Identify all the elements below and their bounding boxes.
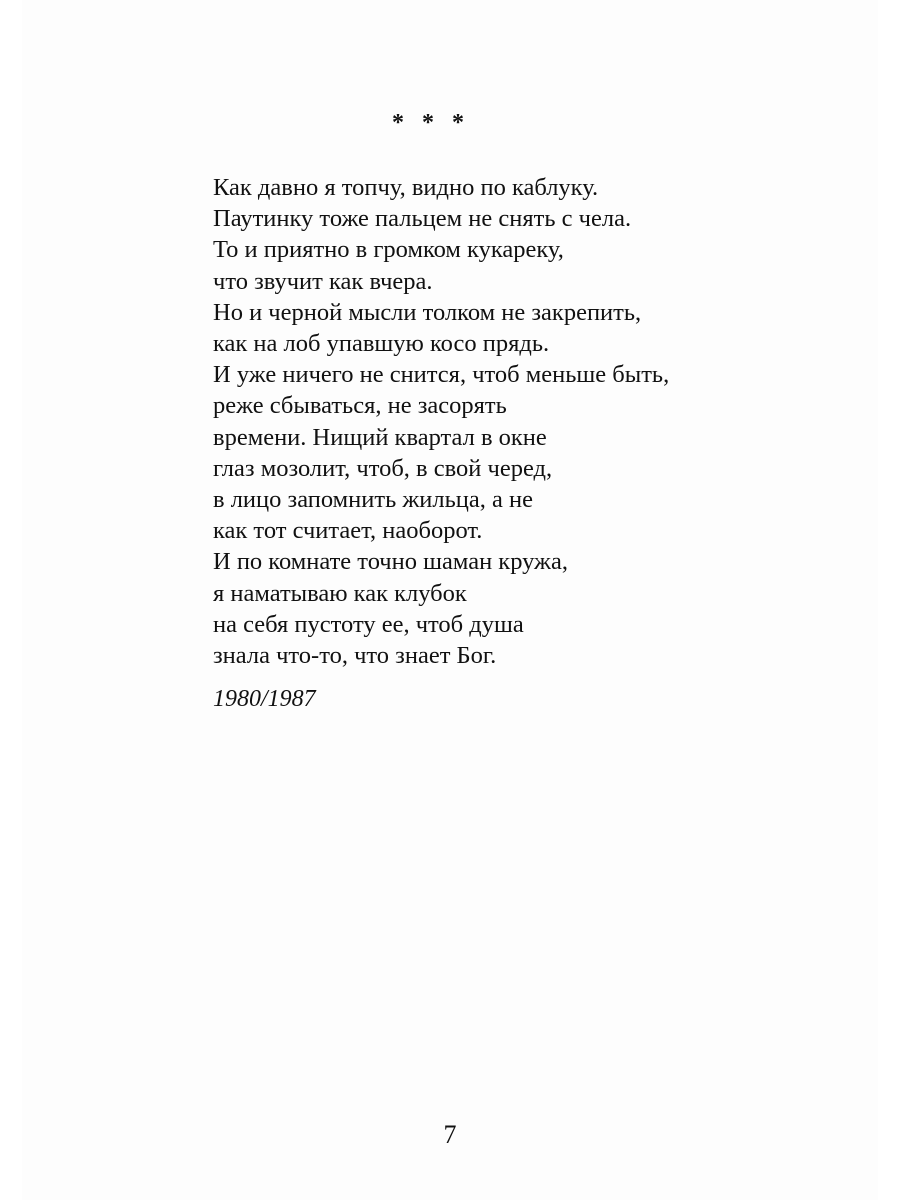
- poem-line: реже сбываться, не засорять: [213, 392, 507, 420]
- poem-line: То и приятно в громком кукареку,: [213, 236, 564, 264]
- poem-line: в лицо запомнить жильца, а не: [213, 486, 534, 514]
- poem-line: И уже ничего не снится, чтоб меньше быть,: [213, 361, 670, 389]
- poem-line: я наматываю как клубок: [213, 579, 467, 607]
- poem-line: как на лоб упавшую косо прядь.: [213, 330, 550, 358]
- poem-line: знала что-то, что знает Бог.: [213, 642, 497, 670]
- poem-line: И по комнате точно шаман кружа,: [213, 548, 568, 576]
- poem-line: как тот считает, наоборот.: [213, 517, 483, 545]
- poem-line: на себя пустоту ее, чтоб душа: [213, 610, 524, 638]
- section-separator: * * *: [392, 110, 470, 136]
- poem-date: 1980/1987: [213, 686, 316, 712]
- page-number: 7: [443, 1120, 457, 1149]
- poem-line: Но и черной мысли толком не закрепить,: [213, 298, 642, 326]
- poem-line: глаз мозолит, чтоб, в свой черед,: [213, 454, 553, 482]
- poem-line: что звучит как вчера.: [213, 267, 433, 295]
- poem-line: Как давно я топчу, видно по каблуку.: [213, 174, 599, 201]
- poem-text: [213, 172, 733, 671]
- poem-line: Паутинку тоже пальцем не снять с чела.: [213, 205, 632, 233]
- poem-line: времени. Нищий квартал в окне: [213, 423, 547, 451]
